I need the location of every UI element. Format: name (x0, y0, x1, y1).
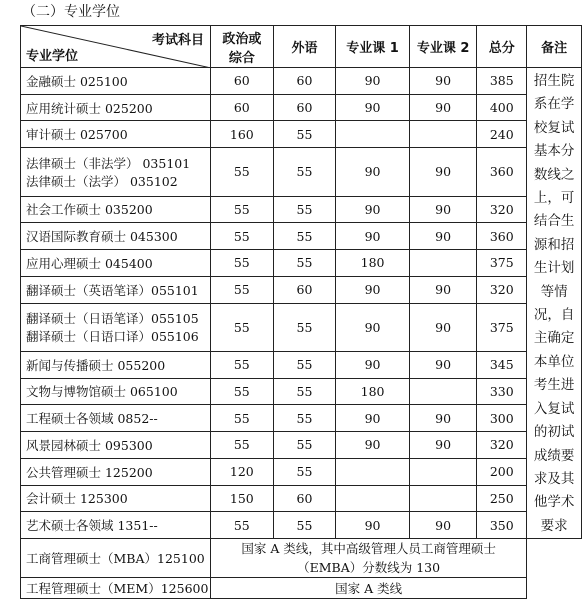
course-1-score: 90 (336, 512, 410, 539)
note-line: 要求 (540, 517, 568, 534)
degree-name: 会计硕士 125300 (26, 491, 128, 507)
table-row (21, 196, 582, 223)
course-2-score (409, 250, 477, 277)
degree-name-cell (21, 485, 211, 512)
note-cell (527, 68, 582, 539)
total-score: 360 (477, 223, 527, 250)
course-1-score: 180 (336, 378, 410, 405)
politics-score: 55 (210, 250, 273, 277)
foreign-language-score: 60 (273, 485, 336, 512)
degree-name-cell (21, 276, 211, 303)
foreign-language-score: 55 (273, 250, 336, 277)
table-row (21, 458, 582, 485)
note-line: 源和招 (533, 236, 575, 253)
degree-name: 新闻与传播硕士 055200 (26, 357, 166, 373)
politics-score: 60 (210, 94, 273, 121)
note-line: 招生院 (533, 73, 575, 89)
course-2-score: 90 (409, 196, 477, 223)
foreign-language-score: 60 (273, 68, 336, 95)
politics-score: 55 (210, 378, 273, 405)
note-line: 成绩要 (533, 447, 575, 464)
degree-name: 应用心理硕士 045400 (26, 255, 153, 271)
foreign-language-score: 55 (273, 405, 336, 432)
degree-name: 金融硕士 025100 (26, 73, 128, 89)
course-2-score: 90 (409, 512, 477, 539)
politics-score: 55 (210, 148, 273, 196)
degree-name: 文物与博物馆硕士 065100 (26, 384, 178, 400)
politics-score: 150 (210, 485, 273, 512)
course-1-score (336, 121, 410, 148)
politics-score: 55 (210, 276, 273, 303)
foreign-language-score: 55 (273, 378, 336, 405)
header-note: 备注 (527, 26, 582, 68)
mba-requirement-line: 国家 A 类线，其中高级管理人员工商管理硕士 (241, 541, 496, 557)
politics-score: 160 (210, 121, 273, 148)
total-score: 345 (477, 351, 527, 378)
degree-name-cell (21, 250, 211, 277)
degree-name: 社会工作硕士 035200 (26, 202, 153, 218)
course-1-score (336, 485, 410, 512)
course-2-score: 90 (409, 68, 477, 95)
note-line: 入复试 (533, 400, 575, 417)
degree-name-cell (21, 303, 211, 351)
degree-name-cell: 工程管理硕士（MEM）125600 (21, 578, 211, 599)
course-1-score: 90 (336, 223, 410, 250)
diagonal-header-cell (21, 26, 211, 68)
header-politics (210, 26, 273, 68)
course-2-score: 90 (409, 351, 477, 378)
total-score: 385 (477, 68, 527, 95)
table-row (21, 432, 582, 459)
politics-score: 55 (210, 303, 273, 351)
degree-name: 审计硕士 025700 (26, 127, 128, 143)
course-2-score: 90 (409, 405, 477, 432)
note-line: 系在学 (533, 96, 575, 113)
course-2-score: 90 (409, 432, 477, 459)
foreign-language-score: 55 (273, 303, 336, 351)
header-exam-subjects: 考试科目 (151, 33, 204, 48)
note-line: 求及其 (533, 470, 575, 487)
table-row (21, 121, 582, 148)
note-line: 生计划 (533, 260, 575, 277)
note-line: 上，可 (533, 190, 575, 207)
score-table (20, 25, 582, 599)
course-1-score: 90 (336, 94, 410, 121)
politics-score: 55 (210, 432, 273, 459)
course-2-score (409, 458, 477, 485)
header-politics-label (211, 28, 273, 66)
table-row (21, 378, 582, 405)
course-1-score: 180 (336, 250, 410, 277)
politics-score: 120 (210, 458, 273, 485)
degree-name-cell (21, 405, 211, 432)
note-line: 基本分 (533, 143, 575, 160)
total-score: 320 (477, 432, 527, 459)
politics-score: 55 (210, 351, 273, 378)
course-1-score: 90 (336, 196, 410, 223)
header-degree: 专业学位 (26, 49, 79, 64)
degree-name: 法律硕士（法学） 035102 (26, 173, 178, 189)
course-1-score: 90 (336, 148, 410, 196)
degree-name: 法律硕士（非法学） 035101 (26, 155, 191, 171)
total-score: 350 (477, 512, 527, 539)
course-1-score: 90 (336, 432, 410, 459)
total-score: 320 (477, 196, 527, 223)
foreign-language-score: 55 (273, 196, 336, 223)
degree-name: 应用统计硕士 025200 (26, 100, 153, 116)
total-score: 300 (477, 405, 527, 432)
table-row (21, 68, 582, 95)
foreign-language-score: 60 (273, 94, 336, 121)
section-title: （二）专业学位 (22, 4, 120, 20)
table-row (21, 250, 582, 277)
note-line: 本单位 (533, 353, 575, 370)
course-1-score: 90 (336, 351, 410, 378)
course-2-score: 90 (409, 303, 477, 351)
note-line: 的初试 (533, 424, 575, 441)
politics-score: 55 (210, 405, 273, 432)
degree-name: 公共管理硕士 125200 (26, 464, 153, 480)
degree-name: 翻译硕士（日语口译）055106 (26, 329, 199, 345)
degree-name: 风景园林硕士 095300 (26, 437, 153, 453)
degree-name: 艺术硕士各领域 1351-- (26, 518, 158, 534)
foreign-language-score: 55 (273, 512, 336, 539)
foreign-language-score: 55 (273, 351, 336, 378)
total-score: 360 (477, 148, 527, 196)
course-2-score (409, 378, 477, 405)
header-course-2: 专业课 2 (409, 26, 477, 68)
note-line: 结合生 (533, 213, 575, 230)
foreign-language-score: 55 (273, 121, 336, 148)
politics-score: 60 (210, 68, 273, 95)
course-2-score: 90 (409, 148, 477, 196)
politics-score: 55 (210, 196, 273, 223)
note-line: 他学术 (533, 494, 575, 511)
table-row (21, 405, 582, 432)
course-1-score: 90 (336, 276, 410, 303)
table-row-mem (21, 578, 582, 599)
degree-name-cell: 工商管理硕士（MBA）125100 (21, 539, 211, 578)
total-score: 250 (477, 485, 527, 512)
foreign-language-score: 55 (273, 458, 336, 485)
degree-name-cell (21, 432, 211, 459)
foreign-language-score: 55 (273, 148, 336, 196)
header-total: 总分 (477, 26, 527, 68)
course-2-score (409, 121, 477, 148)
total-score: 375 (477, 303, 527, 351)
course-2-score (409, 485, 477, 512)
degree-name-cell (21, 351, 211, 378)
degree-name-cell (21, 223, 211, 250)
politics-score: 55 (210, 223, 273, 250)
header-row (21, 26, 582, 68)
total-score: 375 (477, 250, 527, 277)
degree-name-cell (21, 512, 211, 539)
header-foreign-language: 外语 (273, 26, 336, 68)
degree-name-cell (21, 378, 211, 405)
table-row (21, 485, 582, 512)
note-line: 校复试 (533, 119, 575, 136)
total-score: 400 (477, 94, 527, 121)
total-score: 330 (477, 378, 527, 405)
degree-name: 汉语国际教育硕士 045300 (26, 229, 178, 245)
foreign-language-score: 55 (273, 223, 336, 250)
table-body (21, 68, 582, 599)
degree-name-cell (21, 148, 211, 196)
course-1-score: 90 (336, 303, 410, 351)
table-row (21, 148, 582, 196)
degree-name-cell (21, 68, 211, 95)
degree-name: 翻译硕士（英语笔译）055101 (26, 282, 199, 298)
degree-name: 工程硕士各领域 0852-- (26, 411, 158, 427)
degree-name-cell (21, 196, 211, 223)
degree-name-cell (21, 94, 211, 121)
table-row (21, 276, 582, 303)
course-1-score: 90 (336, 405, 410, 432)
header-course-1: 专业课 1 (336, 26, 410, 68)
header-politics-line: 综合 (228, 50, 255, 66)
table-row (21, 223, 582, 250)
course-2-score: 90 (409, 223, 477, 250)
total-score: 240 (477, 121, 527, 148)
degree-name-cell (21, 121, 211, 148)
course-1-score: 90 (336, 68, 410, 95)
note-line: 等情 (540, 283, 568, 300)
table-row (21, 512, 582, 539)
note-line: 况，自 (533, 307, 575, 324)
politics-score: 55 (210, 512, 273, 539)
course-1-score (336, 458, 410, 485)
total-score: 320 (477, 276, 527, 303)
table-row (21, 303, 582, 351)
table-row (21, 351, 582, 378)
course-2-score: 90 (409, 276, 477, 303)
course-2-score: 90 (409, 94, 477, 121)
note-line: 主确定 (533, 330, 575, 347)
mba-requirement-line: （EMBA）分数线为 130 (297, 560, 441, 576)
table-row-mba (21, 539, 582, 578)
degree-name-cell (21, 458, 211, 485)
note-line: 数线之 (533, 166, 575, 183)
note-line: 考生进 (533, 377, 575, 394)
mem-requirement: 国家 A 类线 (210, 578, 526, 599)
header-politics-line: 政治或 (222, 31, 262, 47)
foreign-language-score: 60 (273, 276, 336, 303)
mba-requirement (210, 539, 526, 578)
degree-name: 翻译硕士（日语笔译）055105 (26, 311, 199, 327)
table-row (21, 94, 582, 121)
total-score: 200 (477, 458, 527, 485)
foreign-language-score: 55 (273, 432, 336, 459)
